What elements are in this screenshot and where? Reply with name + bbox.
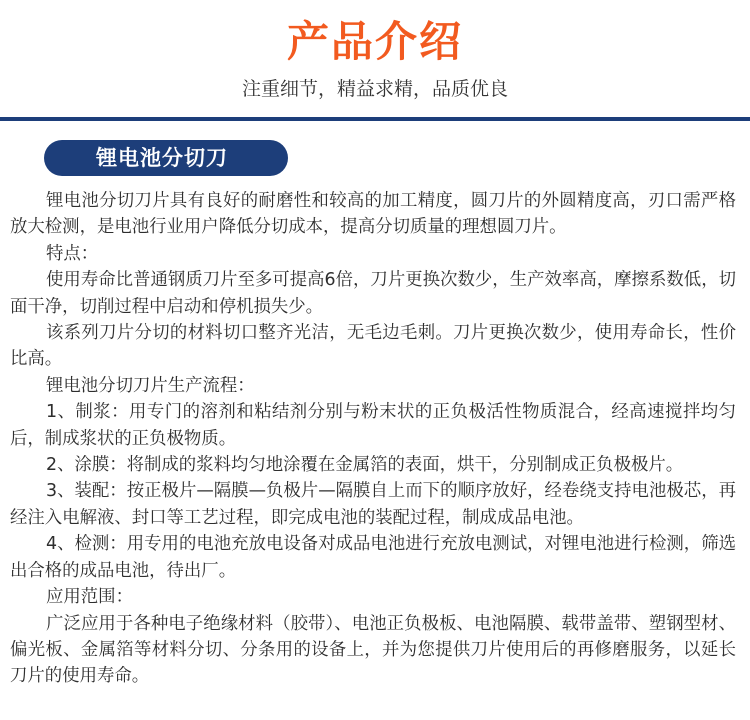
paragraph-features-heading: 特点： [46, 243, 99, 264]
paragraph-process-step-2: 2、涂膜：将制成的浆料均匀地涂覆在金属箔的表面，烘干，分别制成正负极极片。 [46, 455, 684, 476]
paragraph-process-step-1: 1、制浆：用专门的溶剂和粘结剂分别与粉末状的正负极活性物质混合，经高速搅拌均匀后，制成浆状的正负极物质。 [10, 402, 736, 449]
product-description [10, 188, 736, 690]
paragraph-process-step-3: 3、装配：按正极片—隔膜—负极片—隔膜自上而下的顺序放好，经卷绕支持电池极芯，再经注入电解液、封口等工艺过程，即完成电池的装配过程，制成成品电池。 [10, 481, 736, 528]
page-title: 产品介绍 [286, 17, 463, 66]
page-header [0, 0, 750, 118]
paragraph-application-heading: 应用范围： [46, 587, 133, 608]
paragraph-feature-1: 使用寿命比普通钢质刀片至多可提高6倍，刀片更换次数少，生产效率高，摩擦系数低，切面干净，切削过程中启动和停机损失少。 [10, 270, 736, 317]
header-divider [0, 117, 750, 121]
paragraph-process-heading: 锂电池分切刀片生产流程： [46, 375, 255, 396]
paragraph-intro: 锂电池分切刀片具有良好的耐磨性和较高的加工精度，圆刀片的外圆精度高，刃口需严格放大检测，是电池行业用户降低分切成本，提高分切质量的理想圆刀片。 [10, 191, 736, 238]
paragraph-process-step-4: 4、检测：用专用的电池充放电设备对成品电池进行充放电测试，对锂电池进行检测，筛选出合格的成品电池，待出厂。 [10, 534, 736, 581]
paragraph-application: 广泛应用于各种电子绝缘材料（胶带）、电池正负极板、电池隔膜、载带盖带、塑钢型材、偏光板、金属箔等材料分切、分条用的设备上，并为您提供刀片使用后的再修磨服务，以延长刀片的使用寿命。 [10, 613, 736, 687]
paragraph-feature-2: 该系列刀片分切的材料切口整齐光洁，无毛边毛刺。刀片更换次数少，使用寿命长，性价比高。 [10, 323, 736, 370]
page-subtitle: 注重细节，精益求精，品质优良 [241, 78, 508, 100]
section-heading: 锂电池分切刀 [44, 140, 288, 176]
